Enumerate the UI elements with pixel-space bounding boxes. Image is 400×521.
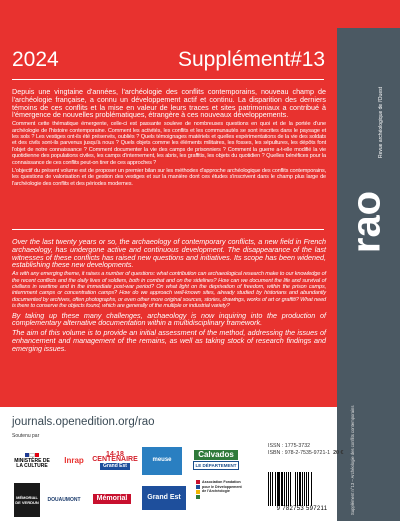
year-label: 2024 <box>12 48 59 71</box>
english-paragraph-3: By taking up these many challenges, archaeology is now inquiring into the production of complementary alternative documentation within a multidisciplinary framework. <box>12 310 326 328</box>
grand-est-logo: Grand Est <box>142 486 186 510</box>
middle-rule <box>12 229 324 230</box>
publication-codes <box>268 443 343 457</box>
afdvm-logo <box>194 480 248 518</box>
english-paragraph-1: Over the last twenty years or so, the archaeology of contemporary conflicts, a new field in French archaeology, has undergone active and continuous development. The disappearance of the last witnesses of these conflicts has raised new questions and initiatives. Its scope has been widened, establishing these new developments. <box>12 237 326 270</box>
price-text: 20 € <box>333 450 344 456</box>
inrap-logo: Inrap <box>64 456 84 466</box>
top-rule <box>12 79 324 80</box>
english-paragraph-4: The aim of this volume is to provide an initial assessment of the method, addressing the issues of enhancement and management of the remains, as well as taking stock of research findings and emerging issues. <box>12 328 326 353</box>
supplement-label: Supplément#13 <box>178 48 326 71</box>
memorial-logo <box>90 486 134 512</box>
spine-red-top <box>337 0 400 28</box>
english-abstract <box>12 238 326 355</box>
french-paragraph-1: Depuis une vingtaine d'années, l'archéologie des conflits contemporains, nouveau champ de l'archéologie française, a connu un développement actif et continu. La disparition des derniers témoins de ces conflits et la mise en valeur de leurs traces et sites patrimoniaux a contribué à l'émergence de nouvelles problématiques, étrangère à ces nouveaux développements. <box>12 87 326 120</box>
english-paragraph-2: As with any emerging theme, it raises a number of questions: what contribution can archaeological research make to our knowledge of the recent conflicts and the daily lives of soldiers, both in combat and on the sidelines? How can we document the life and survival of civilians in wartime and in the immediate post-war period? On what light on the deprivation of freedom, within the prison camps, internment camps or concentration camps? How do we approach well-known sites, already studied by historians and abundantly documented by archives, often photographs, or even other more original sources, stories, drawings, works of art or graffiti? What need is there to conserve the objects found, which are generally of the multiple or industrial variety? <box>12 271 326 310</box>
barcode-stripe <box>312 472 313 506</box>
afdvm-mark-icon <box>196 480 200 499</box>
afdvm-text: Association Fondation pour le Développement de l'Archéologie <box>202 480 242 493</box>
departement-text: LE DÉPARTEMENT <box>193 461 240 471</box>
memorial-text: Mémorial <box>93 494 132 504</box>
grand-est-small-text: Grand Est <box>100 463 130 471</box>
rao-logo-icon <box>344 170 394 274</box>
isbn-text: ISBN : 978-2-7535-9721-1 <box>268 450 331 456</box>
barcode-bars <box>268 472 336 506</box>
issn-text: ISSN : 1775-3732 <box>268 443 311 449</box>
support-label: Soutenu par <box>12 433 40 439</box>
spine-title: Revue archéologique de l'Ouest <box>378 86 384 158</box>
barcode-number: 9 782753 597211 <box>276 506 328 512</box>
journal-url-link[interactable]: journals.openedition.org/rao <box>12 416 155 428</box>
rao-logo-text: rao <box>344 190 389 254</box>
french-paragraph-3: L'objectif du présent volume est de proposer un premier bilan sur les méthodes d'approche archéologique des conflits contemporains, les questions de valorisation et de gestion des vestiges et sur la manière dont ces études s'inscrivent dans le champ plus large de l'archéologie des conflits et des périodes modernes. <box>12 168 326 187</box>
french-abstract <box>12 88 326 189</box>
calvados-logo <box>190 445 242 475</box>
ministere-logo-text: MINISTÈRE DE LA CULTURE <box>14 457 50 469</box>
spine-publisher-note: Supplément n°13 – Archéologie des conflits contemporains <box>350 405 355 515</box>
ministere-culture-logo <box>12 447 52 475</box>
meuse-logo: meuse <box>142 447 182 475</box>
french-flag-icon <box>25 453 39 457</box>
french-paragraph-2: Comment cette thématique émergente, celle-ci est passante souleve de nombreuses questions en quoi et de la portée d'une archéologie de l'histoire contemporaine. Comment les activités, les conflits et les communautés se sont inscrites dans le paysage et les sols ? Les vestiges ont-ils été préservés, oubliés ? Quels témoignages matériels et quelles expérimentations de la vie des soldats et des civils sont-ils parvenus jusqu'à nous ? Quels objets comme les éléments militaires, les fosses, les sépultures, les dépôts font l'objet de notre connaissance ? Comment documenter la vie des camps de prisonniers ? Comment la guerre a-t-elle modifié la vie quotidienne des populations civiles, les camps d'internement, les abris, les graffitis, les objets du quotidien ? Quelles bénéfices pour la connaissance de ces conflits peut-on tirer de ces approches ? <box>12 121 326 166</box>
memorial-verdun-small-logo: MÉMORIAL DE VERDUN <box>14 483 40 517</box>
calvados-text: Calvados <box>194 450 238 460</box>
centenaire-text: 14-18 CENTENAIRE <box>92 450 138 464</box>
douaumont-logo: DOUAUMONT <box>47 497 81 504</box>
barcode <box>268 462 336 516</box>
centenaire-logo <box>92 447 138 475</box>
